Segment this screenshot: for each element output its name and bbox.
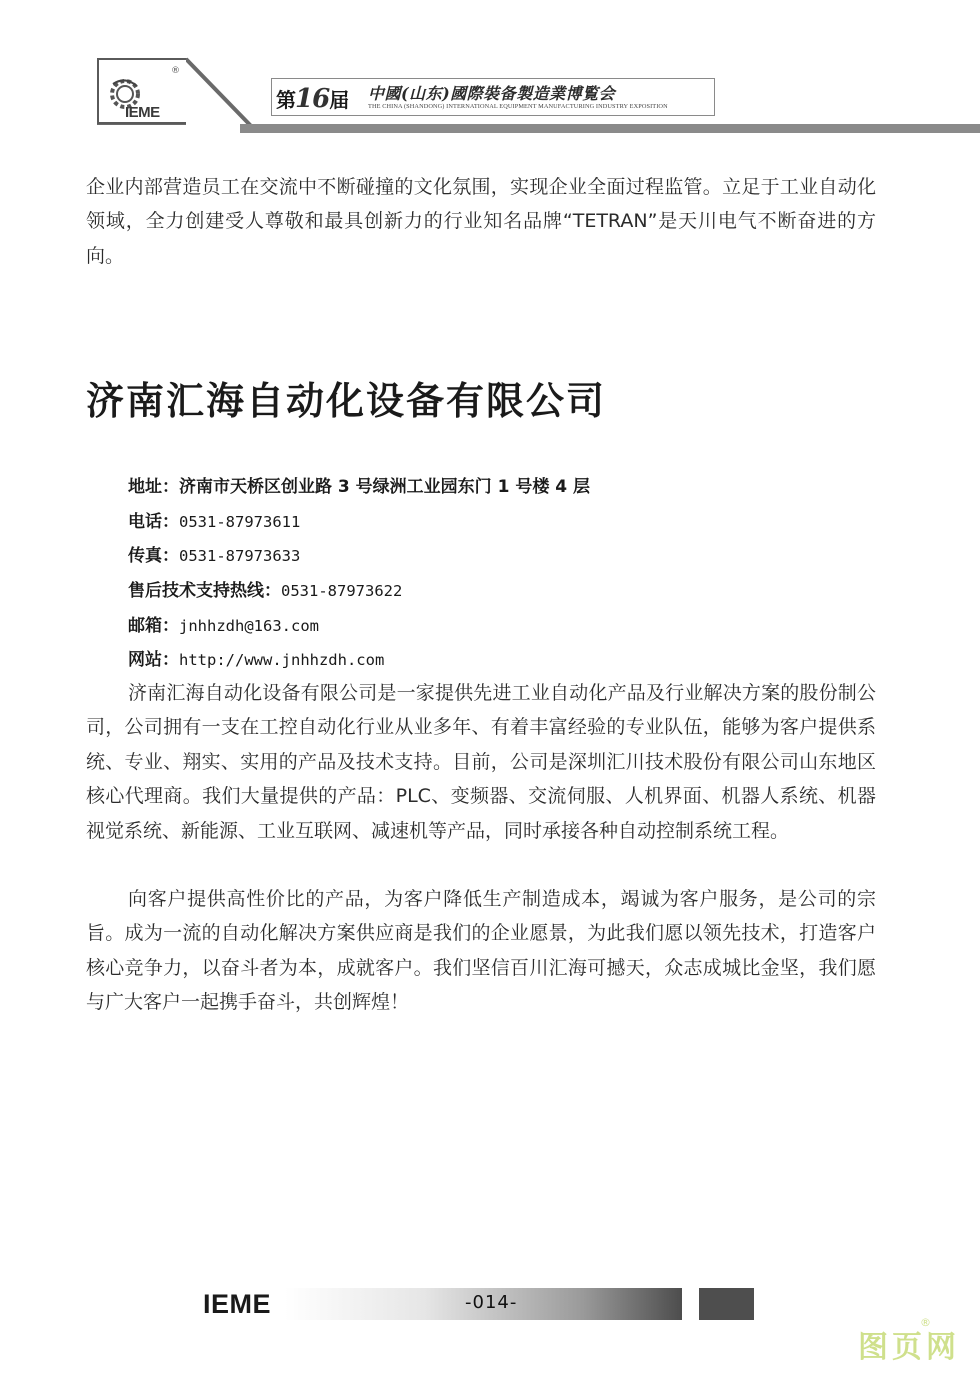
contact-phone: 电话：0531-87973611 xyxy=(128,512,301,532)
expo-name: 中國(山东)國際裝备製造業博覧会 xyxy=(368,84,616,103)
intro-paragraph: 企业内部营造员工在交流中不断碰撞的文化氛围，实现企业全面过程监管。立足于工业自动化领域，全力创建受人尊敬和最具创新力的行业知名品牌“TETRAN”是天川电气不断奋进的方向。 xyxy=(86,176,876,267)
watermark-registered-mark: ® xyxy=(920,1316,931,1329)
ieme-logo xyxy=(97,58,186,124)
company-title: 济南汇海自动化设备有限公司 xyxy=(86,379,607,423)
registered-mark: ® xyxy=(171,66,180,76)
company-paragraph-1: 济南汇海自动化设备有限公司是一家提供先进工业自动化产品及行业解决方案的股份制公司，公司拥有一支在工控自动化行业从业多年、有着丰富经验的专业队伍，能够为客户提供系统、专业、翔实、实用的产品及技术支持。目前，公司是深圳汇川技术股份有限公司山东地区核心代理商。我们大量提供的产品：PLC、变频器、交流伺服、人机界面、机器人系统、机器视觉系统、新能源、工业互联网、减速机等产品，同时承接各种自动控制系统工程。 xyxy=(86,682,876,842)
footer-dark-block xyxy=(699,1288,754,1320)
contact-website: 网站：http://www.jnhhzdh.com xyxy=(128,650,385,670)
contact-fax: 传真：0531-87973633 xyxy=(128,546,301,566)
contact-address: 地址：济南市天桥区创业路 3 号绿洲工业园东门 1 号楼 4 层 xyxy=(128,477,590,497)
expo-english-name: THE CHINA (SHANDONG) INTERNATIONAL EQUIPMENT MANUFACTURING INDUSTRY EXPOSITION xyxy=(368,103,668,110)
expo-edition: 第16届 xyxy=(276,84,349,114)
page-number: -014- xyxy=(465,1292,518,1313)
contact-email: 邮箱：jnhhzdh@163.com xyxy=(128,616,319,636)
expo-banner xyxy=(271,78,715,116)
logo-text: IEME xyxy=(125,104,160,121)
footer-brand: IEME xyxy=(203,1289,272,1319)
contact-support-hotline: 售后技术支持热线：0531-87973622 xyxy=(128,581,403,601)
watermark: 图页网 xyxy=(858,1330,960,1365)
company-paragraph-2: 向客户提供高性价比的产品，为客户降低生产制造成本，竭诚为客户服务，是公司的宗旨。成为一流的自动化解决方案供应商是我们的企业愿景，为此我们愿以领先技术，打造客户核心竞争力，以奋斗者为本，成就客户。我们坚信百川汇海可撼天，众志成城比金坚，我们愿与广大客户一起携手奋斗，共创辉煌！ xyxy=(86,888,876,1014)
